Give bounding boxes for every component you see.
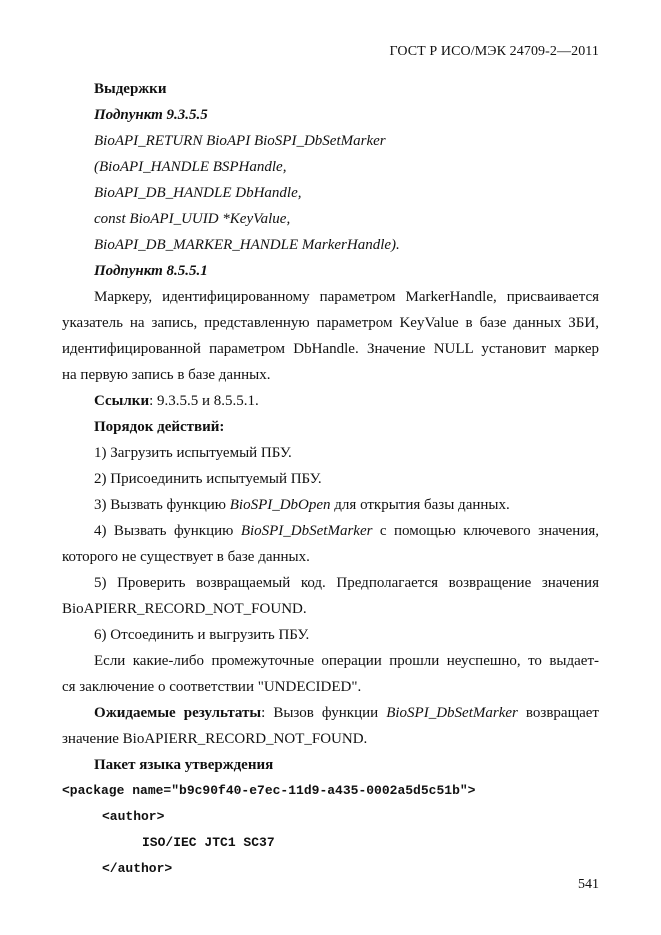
paragraph-line: на первую запись в базе данных. <box>62 367 271 383</box>
step-text: с помощью ключевого значения, <box>372 523 599 539</box>
function-name: BioSPI_DbSetMarker <box>240 523 373 539</box>
references-line <box>62 388 599 414</box>
function-name: BioSPI_DbOpen <box>229 497 331 513</box>
paragraph-line: идентифицированной параметром DbHandle. Значение NULL установит маркер <box>62 341 599 357</box>
signature-line: const BioAPI_UUID *KeyValue, <box>94 211 291 227</box>
page-number: 541 <box>578 877 599 892</box>
step-item-continued: которого не существует в базе данных. <box>62 549 310 565</box>
package-heading: Пакет языка утверждения <box>94 757 274 773</box>
code-line: </author> <box>102 861 173 876</box>
section-title: Выдержки <box>94 81 167 97</box>
step-item: 5) Проверить возвращаемый код. Предполагается возвращение значения <box>94 575 599 591</box>
paragraph-line: указатель на запись, представленную параметром KeyValue в базе данных ЗБИ, <box>62 315 599 331</box>
subclause-heading: Подпункт 9.3.5.5 <box>94 107 208 123</box>
step-item <box>62 492 599 518</box>
step-text: для открытия базы данных. <box>330 497 510 513</box>
step-item: 2) Присоединить испытуемый ПБУ. <box>94 471 322 487</box>
subclause-heading: Подпункт 8.5.5.1 <box>94 263 208 279</box>
step-item <box>62 518 599 544</box>
code-line: ISO/IEC JTC1 SC37 <box>142 835 275 850</box>
signature-line: (BioAPI_HANDLE BSPHandle, <box>94 159 287 175</box>
step-item: 6) Отсоединить и выгрузить ПБУ. <box>94 627 310 643</box>
document-header: ГОСТ Р ИСО/МЭК 24709-2—2011 <box>389 44 599 59</box>
step-item: 1) Загрузить испытуемый ПБУ. <box>94 445 292 461</box>
expected-text: : Вызов функции <box>261 705 387 721</box>
signature-line: BioAPI_RETURN BioAPI BioSPI_DbSetMarker <box>94 133 386 149</box>
step-text: 4) Вызвать функцию <box>94 523 241 539</box>
references-value: : 9.3.5.5 и 8.5.5.1. <box>149 393 259 409</box>
signature-line: BioAPI_DB_HANDLE DbHandle, <box>94 185 302 201</box>
expected-results-label: Ожидаемые результаты <box>94 705 262 721</box>
code-line: <package name="b9c90f40-e7ec-11d9-a435-0002a5d5c51b"> <box>62 783 476 798</box>
references-label: Ссылки <box>94 393 150 409</box>
step-text: 3) Вызвать функцию <box>94 497 230 513</box>
step-item-continued: BioAPIERR_RECORD_NOT_FOUND. <box>62 601 307 617</box>
steps-heading: Порядок действий: <box>94 419 225 435</box>
paragraph-line: Маркеру, идентифицированному параметром MarkerHandle, присваивается <box>94 289 599 305</box>
signature-line: BioAPI_DB_MARKER_HANDLE MarkerHandle). <box>94 237 400 253</box>
expected-results-line <box>62 700 599 726</box>
function-name: BioSPI_DbSetMarker <box>386 705 518 721</box>
note-line: Если какие-либо промежуточные операции прошли неуспешно, то выдает- <box>94 653 599 669</box>
code-line: <author> <box>102 809 165 824</box>
note-line: ся заключение о соответствии "UNDECIDED". <box>62 679 362 695</box>
expected-text: возвращает <box>517 705 599 721</box>
expected-results-line: значение BioAPIERR_RECORD_NOT_FOUND. <box>62 731 368 747</box>
document-body <box>62 76 599 882</box>
